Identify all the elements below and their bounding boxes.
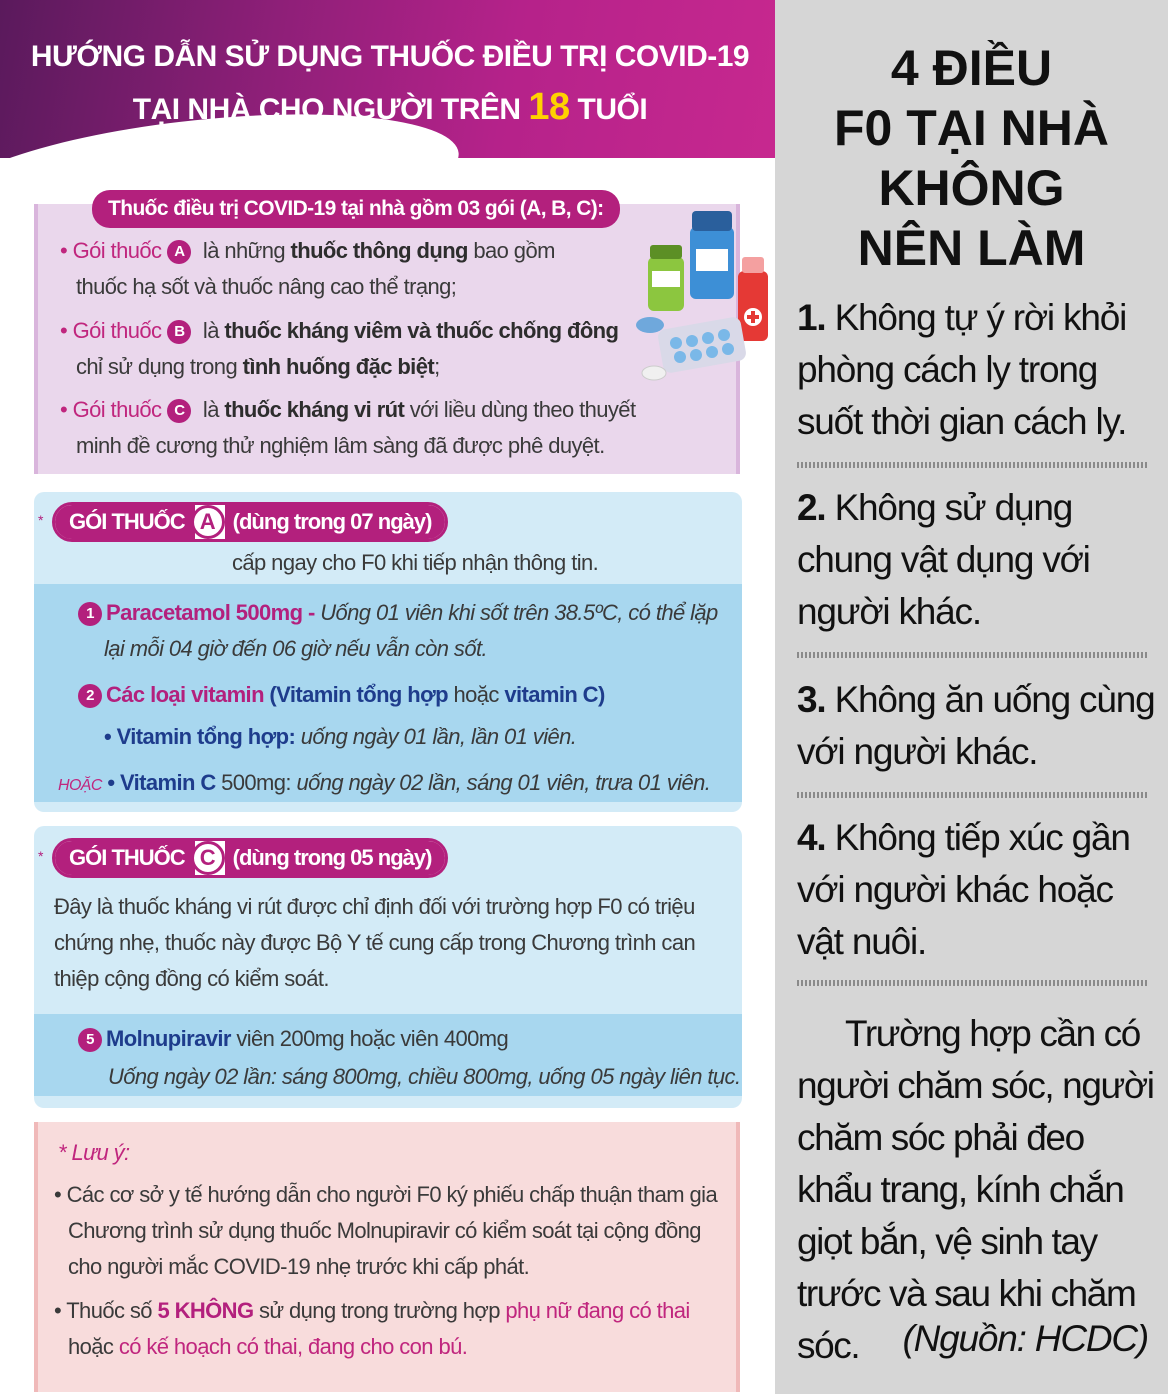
- sidebar-source: (Nguồn: HCDC): [902, 1318, 1148, 1359]
- sidebar-item-4: [797, 812, 1157, 968]
- pack-a-item2-paren-pre: (Vitamin tổng hợp: [269, 682, 448, 707]
- pack-a-item2-paren-post: vitamin C): [504, 682, 605, 707]
- intro-pack-c-line1: [60, 397, 635, 423]
- pack-a-item1-desc1: Uống 01 viên khi sốt trên 38.5ºC, có thể lặp: [320, 600, 718, 625]
- medicine-bottles-icon: [630, 205, 775, 385]
- note-p1-line2: Chương trình sử dụng thuốc Molnupiravir có kiểm soát tại cộng đồng: [68, 1218, 701, 1243]
- banner-line2-pre: TẠI NHÀ CHO NGƯỜI TRÊN: [132, 93, 521, 126]
- pack-a-item2-line1: [78, 682, 605, 708]
- intro-pack-c-text1: là: [202, 397, 219, 422]
- sidebar-item-3-text: Không ăn uống cùng với người khác.: [797, 679, 1155, 772]
- sidebar-title-line4: NÊN LÀM: [857, 220, 1086, 276]
- sidebar-divider: [797, 652, 1149, 658]
- note-p1-line1: • Các cơ sở y tế hướng dẫn cho người F0 ký phiếu chấp thuận tham gia: [54, 1182, 718, 1207]
- intro-pack-c-text2: với liều dùng theo thuyết: [409, 397, 636, 422]
- pack-c-header: [52, 838, 448, 878]
- note-p2-line2-pink: có kế hoạch có thai, đang cho con bú.: [118, 1334, 468, 1359]
- note-p2-line1: [54, 1298, 690, 1324]
- intro-pack-a-text1: là những: [202, 238, 286, 263]
- pack-a-subtitle: cấp ngay cho F0 khi tiếp nhận thông tin.: [232, 550, 599, 575]
- pack-c-item-usage: Uống ngày 02 lần: sáng 800mg, chiều 800mg, uống 05 ngày liên tục.: [108, 1064, 741, 1089]
- sidebar-panel: [775, 0, 1168, 1394]
- note-p2-line2: [68, 1334, 467, 1360]
- intro-pack-a-letter: A: [167, 240, 191, 264]
- pack-a-duration: (dùng trong 07 ngày): [225, 505, 446, 539]
- banner-title-line1: HƯỚNG DẪN SỬ DỤNG THUỐC ĐIỀU TRỊ COVID-19: [30, 40, 750, 73]
- sidebar-item-2: [797, 482, 1157, 638]
- note-p1-line3: cho người mắc COVID-19 nhẹ trước khi cấp phát.: [68, 1254, 530, 1279]
- sidebar-item-1-text: Không tự ý rời khỏi phòng cách ly trong suốt thời gian cách ly.: [797, 297, 1127, 442]
- intro-pack-c-bold: thuốc kháng vi rút: [224, 397, 405, 422]
- intro-pack-b-line1: [60, 318, 618, 344]
- intro-pack-b-text1: là: [202, 318, 219, 343]
- pack-c-item-name: Molnupiravir: [106, 1026, 231, 1051]
- intro-pack-b-line2-post: ;: [434, 354, 440, 379]
- pack-a-item2-sub1-text: uống ngày 01 lần, lần 01 viên.: [300, 724, 577, 749]
- sidebar-item-2-number: 2.: [797, 487, 826, 528]
- note-title: * Lưu ý:: [58, 1140, 130, 1165]
- banner-title: [20, 32, 760, 135]
- sidebar-item-3: [797, 674, 1157, 778]
- intro-pack-c-label: • Gói thuốc: [60, 397, 162, 422]
- banner-line2-post: TUỔI: [577, 93, 648, 126]
- sidebar-title-line1: 4 ĐIỀU: [890, 40, 1053, 96]
- note-p2-line2-pre: hoặc: [68, 1334, 114, 1359]
- pack-a-item1-name: Paracetamol 500mg -: [106, 600, 315, 625]
- pack-a-item1-desc2: lại mỗi 04 giờ đến 06 giờ nếu vẫn còn sốt.: [104, 636, 487, 661]
- sidebar-item-4-number: 4.: [797, 817, 826, 858]
- pack-c-item-number: 5: [78, 1028, 102, 1052]
- intro-pack-a-label: • Gói thuốc: [60, 238, 162, 263]
- sidebar-item-1: [797, 292, 1157, 448]
- sidebar-item-1-number: 1.: [797, 297, 826, 338]
- intro-pack-c-line2: minh đề cương thử nghiệm lâm sàng đã được phê duyệt.: [76, 433, 605, 458]
- intro-pack-b-label: • Gói thuốc: [60, 318, 162, 343]
- pack-a-item2-sub1: [104, 724, 576, 750]
- intro-pack-a-bold: thuốc thông dụng: [290, 238, 468, 263]
- pack-a-item2-name: Các loại vitamin: [106, 682, 264, 707]
- pack-a-item2-or: HOẶC: [58, 777, 102, 794]
- pack-a-item2-sub2-bold: • Vitamin C: [107, 770, 216, 795]
- intro-pack-c-letter: C: [167, 399, 191, 423]
- sidebar-note: Trường hợp cần có người chăm sóc, người chăm sóc phải đeo khẩu trang, kính chắn giọt bắn, vệ sinh tay trước và sau khi chăm sóc.: [797, 1013, 1154, 1366]
- pack-a-item2-sub2-text: uống ngày 02 lần, sáng 01 viên, trưa 01 viên.: [296, 770, 711, 795]
- pack-c-star: *: [38, 848, 44, 864]
- intro-pack-b-bold: thuốc kháng viêm và thuốc chống đông: [224, 318, 619, 343]
- pack-a-item1-number: 1: [78, 602, 102, 626]
- intro-pack-a-line2: thuốc hạ sốt và thuốc nâng cao thể trạng;: [76, 274, 457, 299]
- sidebar-title: [775, 38, 1168, 278]
- sidebar-title-line2: F0 TẠI NHÀ: [834, 100, 1109, 156]
- sidebar-divider: [797, 980, 1149, 986]
- pack-c-duration: (dùng trong 05 ngày): [225, 841, 446, 875]
- pack-a-item2-sub2-dose: 500mg:: [221, 770, 291, 795]
- header-banner: [0, 0, 775, 158]
- banner-age-highlight: 18: [528, 86, 570, 128]
- banner-title-line2: [20, 82, 760, 135]
- sidebar-divider: [797, 792, 1149, 798]
- intro-pack-b-line2-pre: chỉ sử dụng trong: [76, 354, 238, 379]
- pack-a-item2-sub1-bold: • Vitamin tổng hợp:: [104, 724, 296, 749]
- pack-c-item-dose: viên 200mg hoặc viên 400mg: [236, 1026, 509, 1051]
- intro-header: Thuốc điều trị COVID-19 tại nhà gồm 03 gói (A, B, C):: [92, 190, 620, 228]
- pack-c-desc1: Đây là thuốc kháng vi rút được chỉ định đối với trường hợp F0 có triệu: [54, 894, 695, 919]
- intro-pack-a-line1: [60, 238, 555, 264]
- intro-pack-a-text2: bao gồm: [473, 238, 555, 263]
- pack-a-letter: A: [191, 505, 225, 539]
- pack-c-letter: C: [191, 841, 225, 875]
- pack-c-item-line1: [78, 1026, 508, 1052]
- intro-pack-b-line2-bold: tình huống đặc biệt: [242, 354, 435, 379]
- note-p2-pre: • Thuốc số: [54, 1298, 152, 1323]
- pack-a-item1-line1: [78, 600, 718, 626]
- sidebar-item-2-text: Không sử dụng chung vật dụng với người khác.: [797, 487, 1090, 632]
- sidebar-item-4-text: Không tiếp xúc gần với người khác hoặc vật nuôi.: [797, 817, 1130, 962]
- pack-c-desc2: chứng nhẹ, thuốc này được Bộ Y tế cung cấp trong Chương trình can: [54, 930, 696, 955]
- note-p2-mid: sử dụng trong trường hợp: [259, 1298, 500, 1323]
- pack-a-label: GÓI THUỐC: [55, 505, 195, 539]
- pack-a-item2-sub2: [58, 770, 710, 796]
- pack-a-star: *: [38, 512, 44, 528]
- pack-a-item2-number: 2: [78, 684, 102, 708]
- intro-pack-b-letter: B: [167, 320, 191, 344]
- pack-c-desc3: thiệp cộng đồng có kiểm soát.: [54, 966, 329, 991]
- pack-a-header: [52, 502, 448, 542]
- pack-c-label: GÓI THUỐC: [55, 841, 195, 875]
- note-p2-pink: phụ nữ đang có thai: [505, 1298, 690, 1323]
- note-p2-bold: 5 KHÔNG: [157, 1298, 254, 1323]
- sidebar-item-3-number: 3.: [797, 679, 826, 720]
- sidebar-title-line3: KHÔNG: [878, 160, 1065, 216]
- intro-pack-b-line2: [76, 354, 440, 380]
- pack-a-item2-mid: hoặc: [453, 682, 499, 707]
- sidebar-divider: [797, 462, 1149, 468]
